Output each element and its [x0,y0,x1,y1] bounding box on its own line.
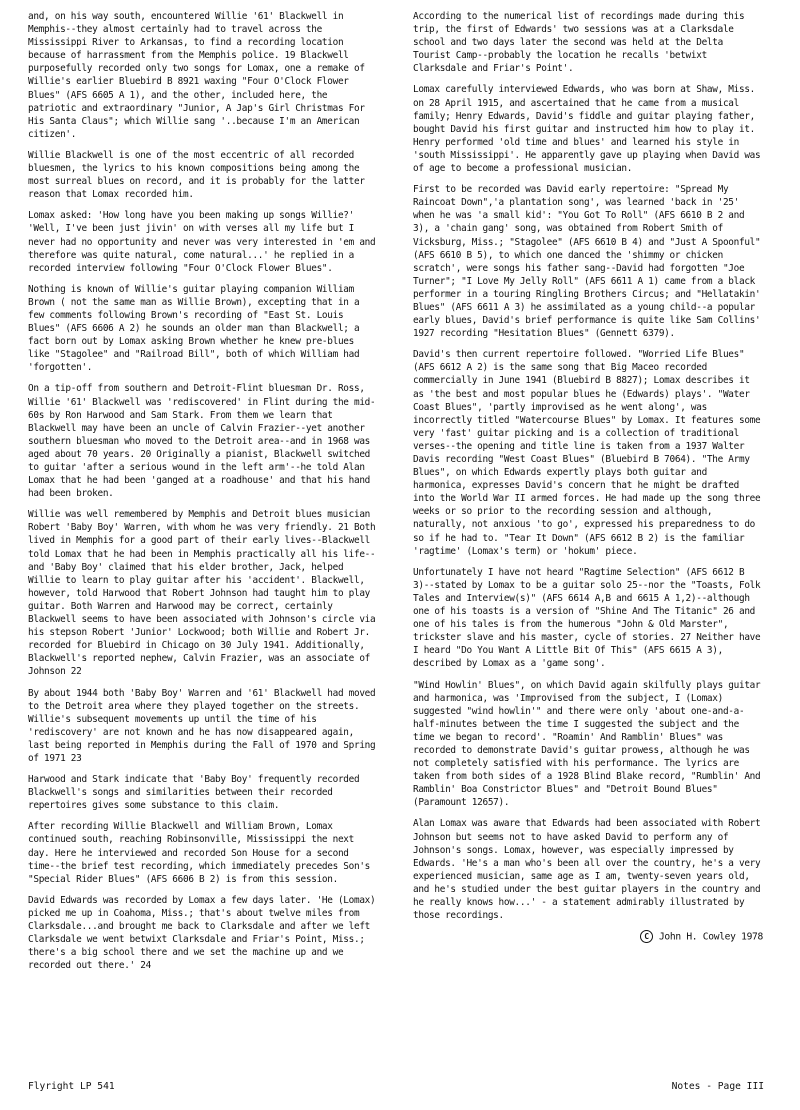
paragraph: According to the numerical list of recordings made during this trip, the first of Edwards' two sessions was at a Clarksdale school and two days later the second was held at the Delta Tourist Camp--probably the location he recalls 'betwixt Clarksdale and Friar's Point'. [413,11,745,75]
author-signature [413,930,763,944]
signature-text: John H. Cowley 1978 [658,931,763,943]
paragraph: Nothing is known of Willie's guitar playing companion William Brown ( not the same man as Willie Brown), excepting that in a few comments following Brown's recording of "East St. Louis Blues" (AFS 6606 A 2) he sounds an older man than Blackwell; a fact born out by Lomax asking Brown whether he knew pre-blues like "Stagolee" and "Railroad Bill", both of which William had 'forgotten'. [28,283,360,374]
paragraph: Willie was well remembered by Memphis and Detroit blues musician Robert 'Baby Boy' Warren, with whom he was very friendly. 21 Both lived in Memphis for a good part of their early lives--Blackwell told Lomax that he had been in Memphis practically all his life--and 'Baby Boy' claimed that his elder brother, Jack, helped Willie to learn to play guitar after his 'accident'. Blackwell, however, told Harwood that Robert Johnson had taught him to play guitar. Both Warren and Harwood may be correct, certainly Blackwell seems to have been associated with Johnson's circle via his stepson Robert 'Junior' Lockwood; both Willie and Robert Jr. recorded for Bluebird in Chicago on 30 July 1941. Additionally, Blackwell's reported nephew, Calvin Frazier, was an associate of Johnson 22 [28,509,376,678]
paragraph: Lomax asked: 'How long have you been making up songs Willie?' 'Well, I've been just jivin' on with verses all my life but I never had no opportunity and never was very interested in 'em and therefore was quite natural, come natural...' he replied in a recorded interview following "Four O'Clock Flower Blues". [28,210,376,274]
footer-page-number: Notes - Page III [671,1081,764,1092]
paragraph: Alan Lomax was aware that Edwards had been associated with Robert Johnson but seems not to have asked David to perform any of Johnson's songs. Lomax, however, was especially impressed by Edwards. 'He's a man who's been all over the country, he's a very experienced musician, same age as I am, twenty-seven years old, and he's studied under the best guitar players in the country and he really knows how...' - a statement admirably illustrated by those recordings. [413,818,761,922]
footer-catalog: Flyright LP 541 [28,1081,115,1092]
paragraph: By about 1944 both 'Baby Boy' Warren and '61' Blackwell had moved to the Detroit area where they played together on the streets. Willie's subsequent movements up until the time of his 'rediscovery' are not known and he has now disappeared again, last being reported in Memphis during the Fall of 1970 and Spring of 1971 23 [28,687,376,764]
paragraph: David's then current repertoire followed. "Worried Life Blues" (AFS 6612 A 2) is the same song that Big Maceo recorded commercially in June 1941 (Bluebird B 8827); Lomax describes it as 'the best and most popular blues he (Edwards) plays'. "Water Coast Blues", 'partly improvised as he went along', was incorrectly titled "Watercourse Blues" by Lomax. It features some very 'fast' guitar picking and is a collection of traditional verses--the opening and title line is taken from a 1937 Walter Davis recording "West Coast Blues" (Bluebird B 7064). "The Army Blues", on which Edwards expertly plays both guitar and harmonica, expresses David's concern that he might be drafted into the World War II armed forces. He had made up the song three weeks or so prior to the recording session and although, naturally, not anxious 'to go', expressed his preparedness to do so if he had to. "Tear It Down" (AFS 6612 B 2) is the familiar 'ragtime' (Lomax's term) or 'hokum' piece. [413,349,761,557]
paragraph: First to be recorded was David early repertoire: "Spread My Raincoat Down",'a plantation song', was learned 'back in '25' when he was 'a small kid': "You Got To Roll" (AFS 6610 B 2 and 3), a 'chain gang' song, was obtained from Robert Smith of Vicksburg, Miss.; "Stagolee" (AFS 6610 B 4) and "Just A Spoonful" (AFS 6610 B 5), to which one danced the 'shimmy or chicken scratch', were songs his father sang--David had forgotten "Joe Turner"; "I Love My Jelly Roll" (AFS 6611 A 1) came from a black performer in a touring Ringling Brothers Circus; and "Hellatakin' Blues" (AFS 6611 A 3) he assimilated as a young child--a popular early blues, David's brief performance is quite like Sam Collins' 1927 recording "Hesitation Blues" (Gennett 6379). [413,184,761,340]
right-column [413,10,763,944]
paragraph: On a tip-off from southern and Detroit-Flint bluesman Dr. Ross, Willie '61' Blackwell was 'rediscovered' in Flint during the mid-60s by Ron Harwood and Sam Stark. From them we learn that Blackwell may have been an uncle of Calvin Frazier--yet another southern bluesman who moved to the Detroit area--and in 1968 was aged about 70 years. 20 Originally a pianist, Blackwell switched to guitar 'after a serious wound in the left arm'--he told Alan Lomax that he had been 'ganged at a roadhouse' and that his hand had been broken. [28,383,376,500]
paragraph: Harwood and Stark indicate that 'Baby Boy' frequently recorded Blackwell's songs and similarities between their recorded repertoires gives some substance to this claim. [28,774,360,812]
paragraph: Lomax carefully interviewed Edwards, who was born at Shaw, Miss. on 28 April 1915, and ascertained that he came from a musical family; Henry Edwards, David's fiddle and guitar playing father, bought David his first guitar and instructed him how to play it. Henry performed 'old time and blues' and learned his style in 'south Mississippi'. He apparently gave up playing when David was of age to become a professional musician. [413,84,761,175]
left-column [28,10,378,980]
paragraph: After recording Willie Blackwell and William Brown, Lomax continued south, reaching Robinsonville, Mississippi the next day. Here he interviewed and recorded Son House for a second time--the brief test recording, which immediately precedes Son's "Special Rider Blues" (AFS 6606 B 2) is from this session. [28,821,371,885]
paragraph: Unfortunately I have not heard "Ragtime Selection" (AFS 6612 B 3)--stated by Lomax to be a guitar solo 25--nor the "Toasts, Folk Tales and Interview(s)" (AFS 6614 A,B and 6615 A 1,2)--although one of his toasts is a version of "Shine And The Titanic" 26 and one of his tales is from the humerous "John & Old Marster", trickster slave and his master, cycle of stories. 27 Neither have I heard "Do You Want A Little Bit Of This" (AFS 6615 A 3), described by Lomax as a 'game song'. [413,566,761,670]
paragraph: David Edwards was recorded by Lomax a few days later. 'He (Lomax) picked me up in Coahoma, Miss.; that's about twelve miles from Clarksdale...and brought me back to Clarksdale and after we left Clarksdale we went betwixt Clarksdale and Friar's Point, Miss.; there's a big school there and we set the machine up and we recorded out there.' 24 [28,894,376,972]
paragraph: and, on his way south, encountered Willie '61' Blackwell in Memphis--they almost certainly had to travel across the Mississippi River to Arkansas, to find a recording location because of harrassment from the Memphis police. 19 Blackwell purposefully recorded only two songs for Lomax, one a remake of Willie's earlier Bluebird B 8921 waxing "Four O'Clock Flower Blues" (AFS 6605 A 1), and the other, included here, the patriotic and extraordinary "Junior, A Jap's Girl Christmas For His Santa Claus"; which Willie sang '..because I'm an American citizen'. [28,11,365,140]
paragraph: "Wind Howlin' Blues", on which David again skilfully plays guitar and harmonica, was 'Improvised from the subject, I (Lomax) suggested "wind howlin'" and there were only 'about one-and-a-half-minutes between the time I suggested the subject and the time we began to record'. "Roamin' And Ramblin' Blues" was recorded to demonstrate David's guitar prowess, although he was not completely satisfied with his performance. The lyrics are taken from both sides of a 1928 Blind Blake record, "Rumblin' And Ramblin' Boa Constrictor Blues" and "Detroit Bound Blues" (Paramount 12657). [413,679,761,809]
paragraph: Willie Blackwell is one of the most eccentric of all recorded bluesmen, the lyrics to his known compositions being among the most surreal blues on record, and it is probably for the latter reason that Lomax recorded him. [28,149,365,201]
copyright-icon: C [640,930,653,943]
